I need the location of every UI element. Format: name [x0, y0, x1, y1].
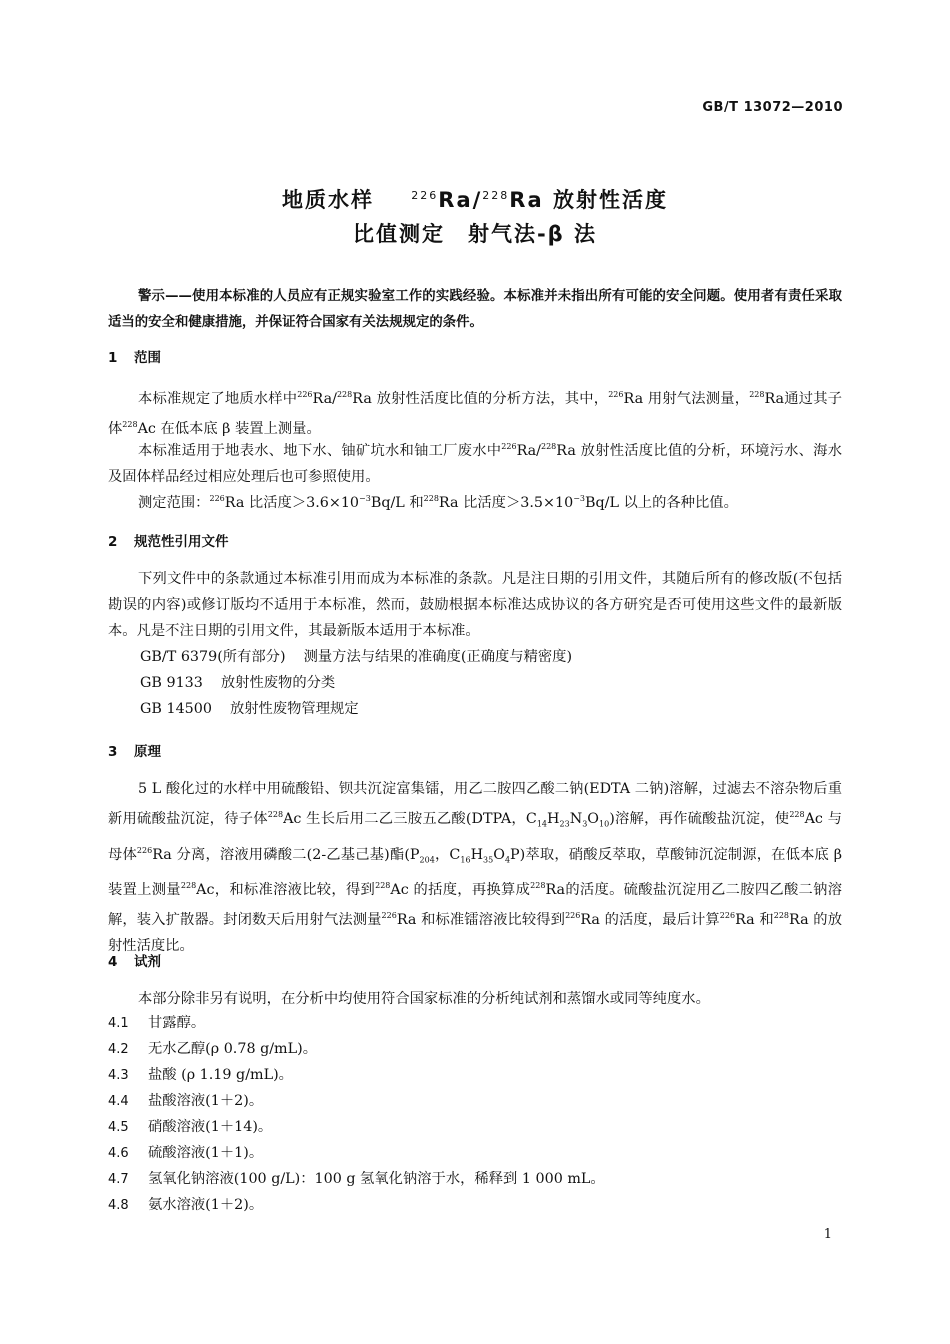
sub: 16: [460, 855, 471, 865]
sup: −3: [359, 494, 371, 503]
reagents-intro: 本部分除非另有说明，在分析中均使用符合国家标准的分析纯试剂和蒸馏水或同等纯度水。: [138, 991, 710, 1007]
section-heading-4: [108, 950, 161, 970]
reagent-item: [108, 1064, 293, 1084]
reference-code: GB 14500: [140, 701, 212, 717]
text: Bq/L 以上的各种比值。: [584, 494, 738, 511]
sub: 204: [419, 855, 435, 865]
sub: 10: [599, 819, 610, 829]
text: Ra 分离，溶液用磷酸二(2-乙基己基)酯(P: [152, 846, 420, 863]
sup: 226: [381, 911, 397, 921]
scope-paragraph-1: [108, 382, 842, 442]
sup: 226: [608, 390, 624, 399]
text: Ra/: [312, 390, 337, 407]
sup: 226: [565, 911, 581, 921]
section-heading-3: [108, 740, 161, 760]
item-number: 4.5: [108, 1120, 129, 1135]
title-sup: 228: [482, 189, 510, 202]
title-text: 地质水样: [282, 188, 375, 212]
scope-paragraph-2: [108, 434, 842, 490]
text: Ra 比活度＞3.5×10: [438, 494, 574, 511]
section-number: 4: [108, 954, 118, 970]
item-text: 无水乙醇(ρ 0.78 g/mL)。: [148, 1041, 317, 1057]
page-number: 1: [823, 1227, 832, 1242]
reagent-item: [108, 1090, 263, 1110]
reference-item: [140, 672, 335, 692]
item-text: 硫酸溶液(1＋1)。: [148, 1145, 264, 1161]
text: 5 L 酸化过的水样中用硫酸铅、钡共沉淀富集镭，用乙二胺四乙酸二钠(EDTA 二钠)溶解，过滤去不溶杂物后重新用硫酸盐沉淀，待子体: [108, 781, 842, 827]
section-number: 3: [108, 744, 118, 760]
item-text: 氢氧化钠溶液(100 g/L)：100 g 氢氧化钠溶于水，稀释到 1 000 mL。: [148, 1171, 605, 1187]
item-text: 甘露醇。: [148, 1015, 206, 1031]
text: Bq/L 和: [370, 494, 424, 511]
reagent-item: [108, 1194, 263, 1214]
sub: 3: [582, 819, 588, 829]
item-number: 4.1: [108, 1016, 129, 1031]
text: Ra 和标准镭溶液比较得到: [396, 911, 566, 928]
standard-code: GB/T 13072—2010: [702, 100, 843, 115]
sub: 4: [504, 855, 511, 865]
reagent-item: [108, 1168, 605, 1188]
sup: −3: [573, 494, 585, 503]
reference-title: 放射性废物管理规定: [229, 701, 359, 717]
section-title: 规范性引用文件: [134, 534, 229, 550]
sup: 228: [541, 442, 557, 451]
item-number: 4.6: [108, 1146, 129, 1161]
item-text: 盐酸 (ρ 1.19 g/mL)。: [148, 1067, 293, 1083]
sup: 226: [501, 442, 517, 451]
section-heading-2: [108, 530, 229, 550]
text: Ac 的括度，再换算成: [390, 882, 531, 899]
section-title: 试剂: [134, 954, 161, 970]
sup: 228: [773, 911, 790, 921]
text: Ra的活度。硫酸盐沉淀用乙二胺四乙酸二钠溶解，装入扩散器。封闭数天后用射气法测量: [108, 882, 842, 928]
item-number: 4.8: [108, 1198, 129, 1213]
document-title-line2: 比值测定 射气法-β 法: [352, 222, 598, 246]
sup: 228: [336, 390, 353, 399]
scope-paragraph-3: [108, 486, 842, 516]
sup: 228: [749, 390, 765, 399]
document-title-line1: [0, 184, 950, 214]
sup: 228: [180, 881, 197, 891]
text: 本标准规定了地质水样中: [138, 390, 298, 407]
text: Ra 的放射性活度比。: [108, 911, 842, 954]
text: ，C: [434, 846, 461, 863]
item-number: 4.2: [108, 1042, 129, 1057]
item-text: 盐酸溶液(1＋2)。: [148, 1093, 264, 1109]
text: H: [470, 846, 484, 863]
sup: 228: [122, 419, 138, 429]
sup: 228: [789, 810, 805, 819]
text: Ra 用射气法测量，: [623, 390, 750, 407]
reagent-item: [108, 1142, 263, 1162]
sup: 228: [267, 810, 284, 819]
section-title: 范围: [134, 350, 161, 366]
text: H: [547, 810, 560, 827]
text: Ac，和标准溶液比较，得到: [196, 882, 376, 899]
text: Ra 和: [735, 911, 774, 928]
item-text: 硝酸溶液(1＋14)。: [148, 1119, 273, 1135]
reference-item: [140, 698, 359, 718]
title-text: Ra 放射性活度: [509, 188, 668, 212]
reagent-item: [108, 1012, 205, 1032]
reference-title: 放射性废物的分类: [220, 675, 336, 691]
item-text: 氨水溶液(1＋2)。: [148, 1197, 264, 1213]
text: Ra 放射性活度比值的分析方法，其中，: [352, 390, 609, 407]
text: 测定范围：: [138, 494, 210, 511]
sub: 14: [536, 819, 548, 829]
item-number: 4.7: [108, 1172, 129, 1187]
sup: 228: [375, 881, 391, 891]
principle-paragraph: [108, 776, 842, 959]
item-number: 4.4: [108, 1094, 129, 1109]
section-number: 1: [108, 350, 118, 366]
sup: 228: [530, 881, 546, 891]
text: O: [493, 846, 505, 863]
reference-code: GB/T 6379(所有部分): [140, 649, 286, 665]
reference-title: 测量方法与结果的准确度(正确度与精密度): [303, 649, 573, 665]
sup: 226: [719, 911, 736, 921]
text: O: [587, 810, 600, 827]
text: Ac 生长后用二乙三胺五乙酸(DTPA，C: [283, 810, 537, 827]
sup: 226: [297, 390, 313, 399]
warning-paragraph: 警示——使用本标准的人员应有正规实验室工作的实践经验。本标准并未指出所有可能的安全问题。使用者有责任采取适当的安全和健康措施，并保证符合国家有关法规规定的条件。: [108, 289, 842, 330]
sup: 226: [209, 494, 225, 503]
item-number: 4.3: [108, 1068, 129, 1083]
title-text: Ra/: [438, 188, 483, 212]
sup: 228: [423, 494, 439, 503]
sub: 23: [559, 819, 570, 829]
section-heading-1: [108, 346, 161, 366]
text: Ra通过其子体: [108, 390, 842, 437]
text: Ac 与母体: [108, 810, 843, 863]
text: Ra/: [516, 442, 541, 459]
text: )溶解，再作硫酸盐沉淀，使: [609, 810, 790, 827]
section-title: 原理: [134, 744, 161, 760]
text: P)萃取，硝酸反萃取，草酸铈沉淀制源，在低本底 β 装置上测量: [108, 846, 842, 899]
reagent-item: [108, 1038, 317, 1058]
reference-item: [140, 646, 572, 666]
text: Ra 放射性活度比值的分析，环境污水、海水及固体样品经过相应处理后也可参照使用。: [108, 442, 842, 485]
sup: 226: [136, 845, 153, 855]
text: N: [569, 810, 583, 827]
references-intro: 下列文件中的条款通过本标准引用而成为本标准的条款。凡是注日期的引用文件，其随后所有的修改版(不包括勘误的内容)或修订版均不适用于本标准，然而，鼓励根据本标准达成协议的各方研究是否可使用这些文件的最新版本。凡是不注日期的引用文件，其最新版本适用于本标准。: [108, 571, 842, 639]
sub: 35: [483, 855, 494, 865]
text: Ra 比活度＞3.6×10: [224, 494, 360, 511]
text: 本标准适用于地表水、地下水、铀矿坑水和铀工厂废水中: [138, 442, 502, 459]
reagent-item: [108, 1116, 272, 1136]
section-number: 2: [108, 534, 118, 550]
text: Ac 在低本底 β 装置上测量。: [137, 420, 321, 437]
title-sup: 226: [411, 189, 439, 202]
text: Ra 的活度，最后计算: [580, 911, 720, 928]
reference-code: GB 9133: [140, 675, 203, 691]
